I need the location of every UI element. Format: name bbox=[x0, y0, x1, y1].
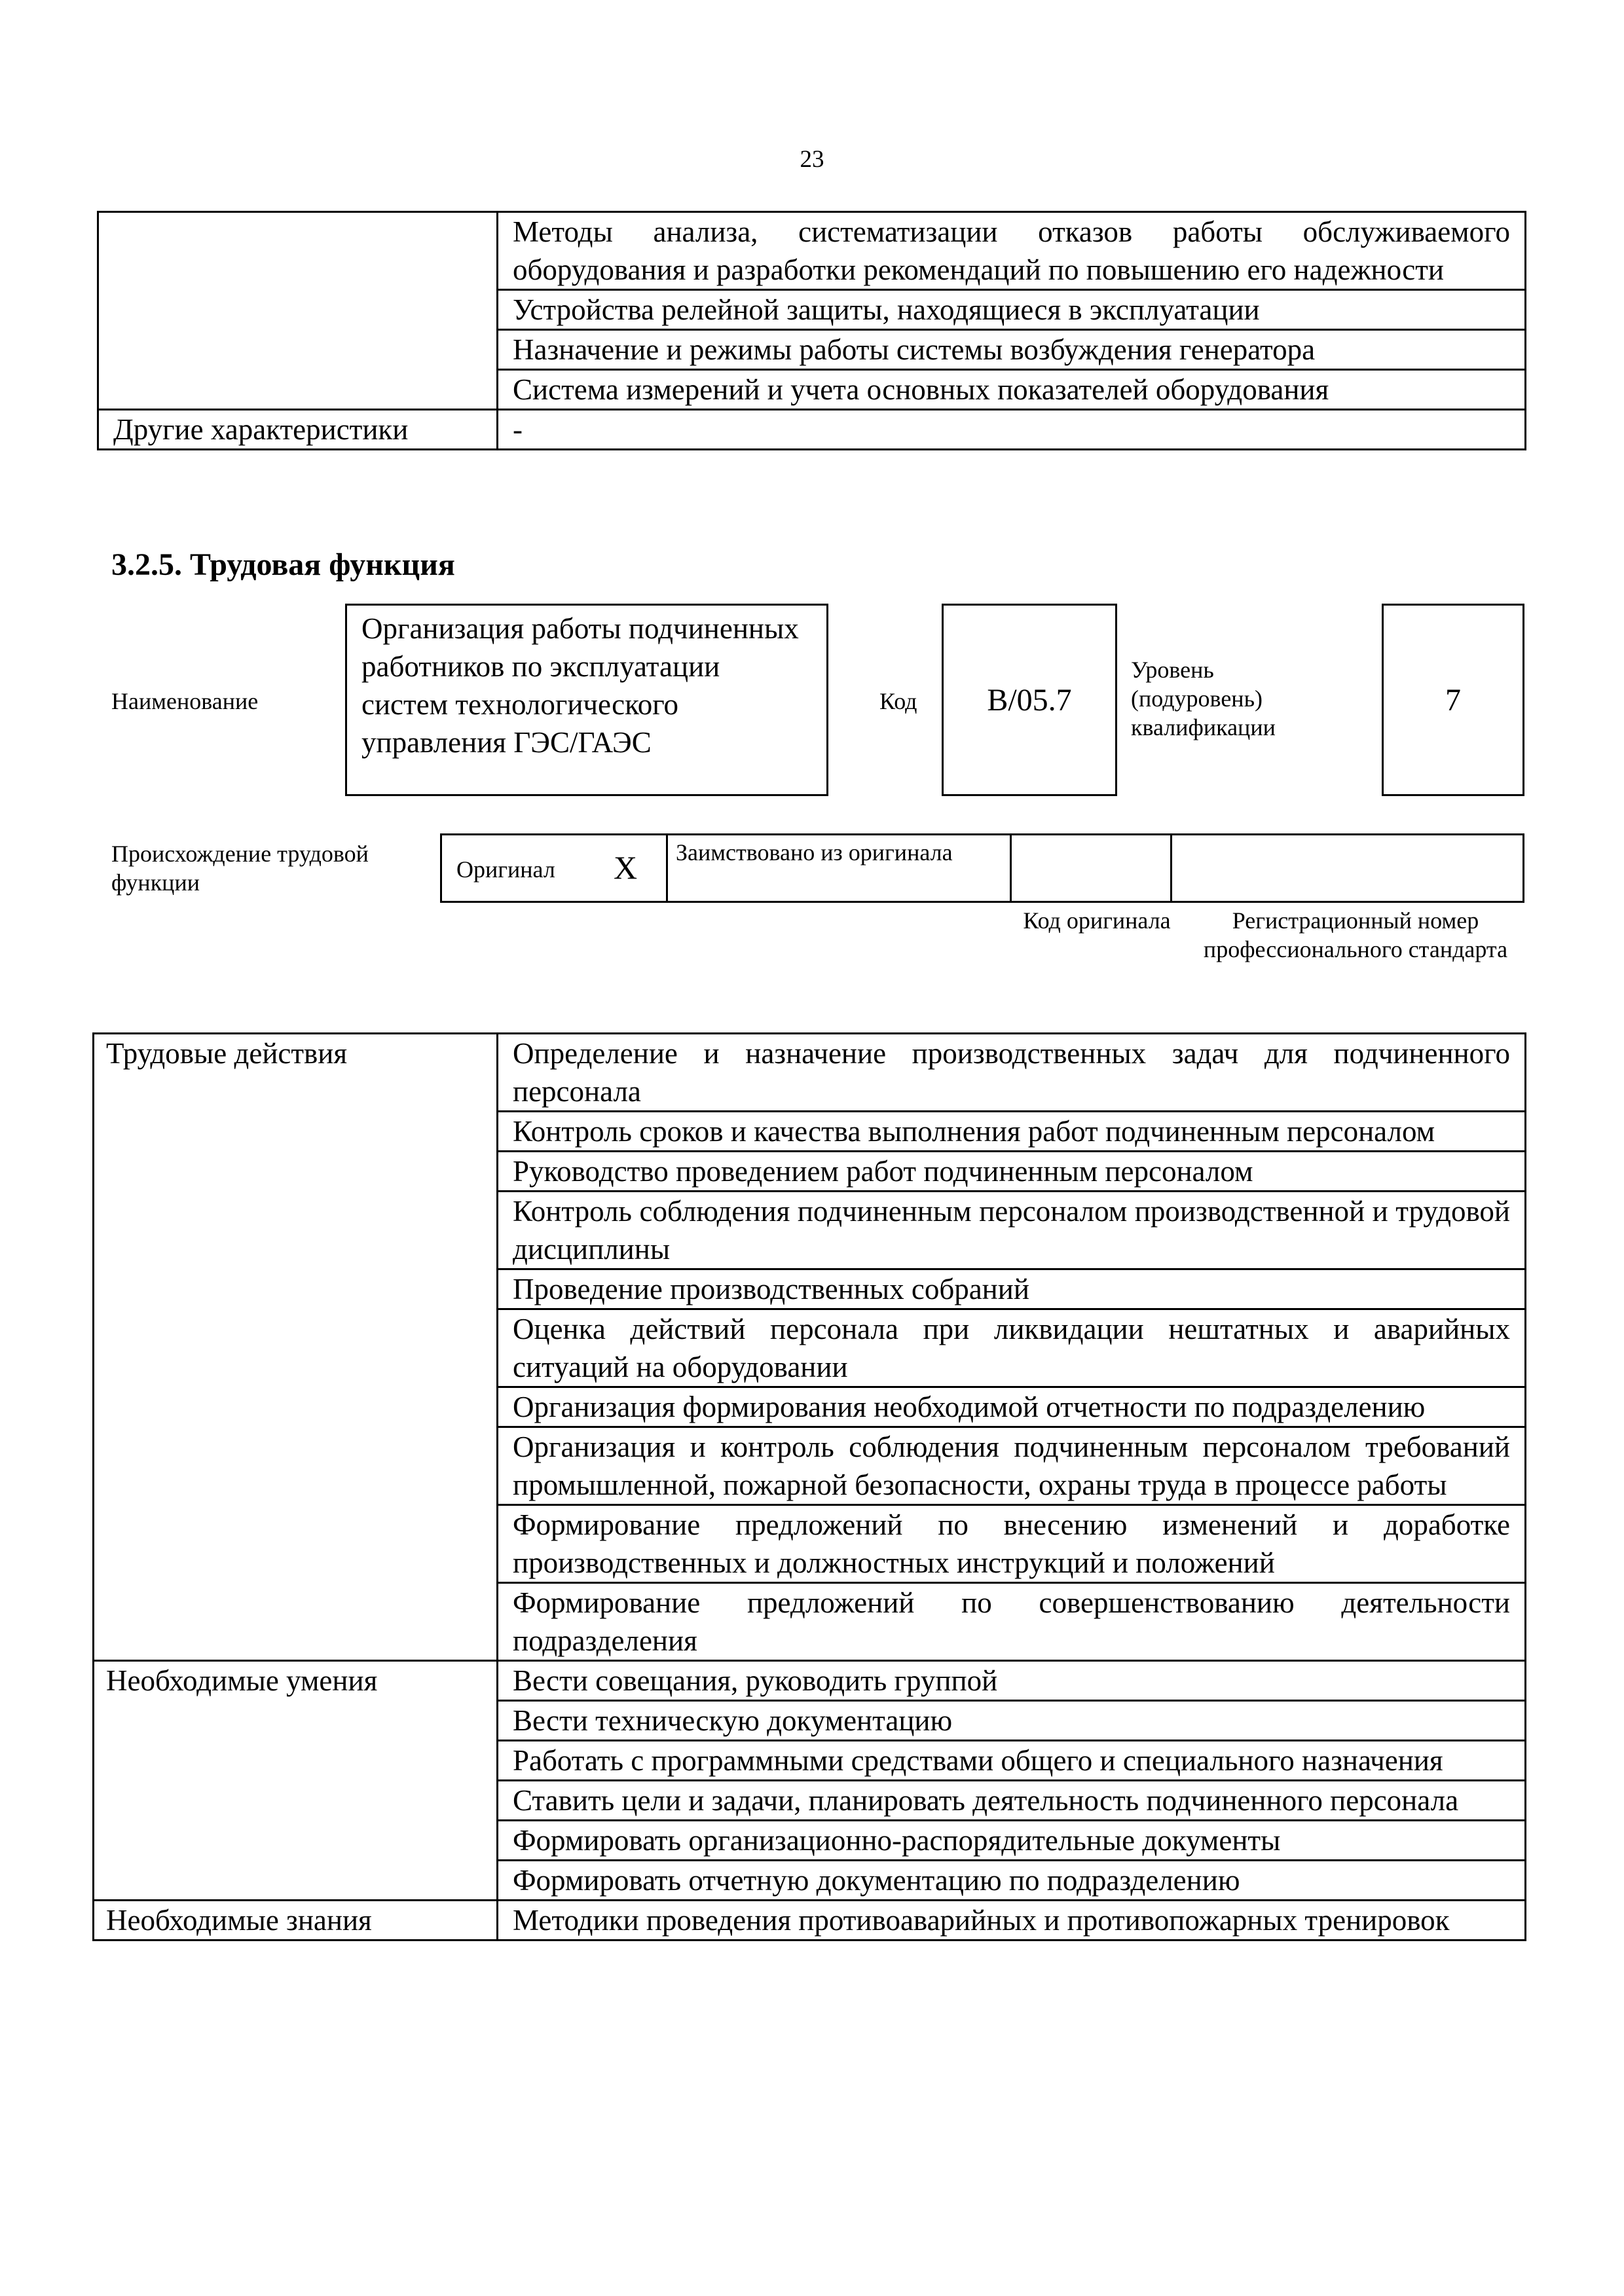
level-box bbox=[1382, 604, 1524, 796]
borrowed-cell bbox=[668, 835, 1012, 901]
required-skills-label: Необходимые умения bbox=[94, 1661, 498, 1901]
table-cell: Определение и назначение производственных задач для подчиненного персонала bbox=[498, 1034, 1526, 1112]
borrowed-label: Заимствовано из оригинала bbox=[676, 839, 953, 866]
origin-row bbox=[440, 833, 1524, 903]
table-cell: Вести совещания, руководить группой bbox=[498, 1661, 1526, 1701]
origin-label: Происхождение трудовой функции bbox=[111, 841, 369, 896]
original-code-cell bbox=[1012, 835, 1172, 901]
table-cell: Методы анализа, систематизации отказов работы обслуживаемого оборудования и разработки рекомендаций по повышению его надежности bbox=[498, 212, 1526, 290]
labor-actions-label: Трудовые действия bbox=[94, 1034, 498, 1661]
function-name-value: Организация работы подчиненных работников по эксплуатации систем технологического управления ГЭС/ГАЭС bbox=[361, 612, 799, 759]
table-cell: Организация и контроль соблюдения подчиненным персоналом требований промышленной, пожарной безопасности, охраны труда в процессе работы bbox=[498, 1427, 1526, 1505]
table-cell: Формирование предложений по внесению изменений и доработке производственных и должностных инструкций и положений bbox=[498, 1505, 1526, 1583]
empty-label-cell bbox=[98, 212, 498, 410]
table-cell: Система измерений и учета основных показателей оборудования bbox=[498, 370, 1526, 410]
table-cell: Формирование предложений по совершенствованию деятельности подразделения bbox=[498, 1583, 1526, 1661]
table-row bbox=[94, 1661, 1526, 1701]
level-label: Уровень (подуровень) квалификации bbox=[1131, 657, 1276, 740]
code-box bbox=[942, 604, 1117, 796]
main-table bbox=[92, 1032, 1526, 1941]
required-knowledge-label: Необходимые знания bbox=[94, 1901, 498, 1941]
table-cell: Руководство проведением работ подчиненным персоналом bbox=[498, 1152, 1526, 1192]
code-label: Код bbox=[879, 688, 917, 714]
table-cell: Работать с программными средствами общего и специального назначения bbox=[498, 1741, 1526, 1781]
table-row bbox=[94, 1034, 1526, 1112]
table-cell: Оценка действий персонала при ликвидации нештатных и аварийных ситуаций на оборудовании bbox=[498, 1309, 1526, 1387]
table-cell: Организация формирования необходимой отчетности по подразделению bbox=[498, 1387, 1526, 1427]
other-characteristics-value: - bbox=[498, 410, 1526, 450]
other-characteristics-label: Другие характеристики bbox=[98, 410, 498, 450]
table-cell: Устройства релейной защиты, находящиеся в эксплуатации bbox=[498, 290, 1526, 330]
continuation-table bbox=[97, 211, 1526, 450]
name-label: Наименование bbox=[111, 688, 259, 714]
table-cell: Ставить цели и задачи, планировать деятельность подчиненного персонала bbox=[498, 1781, 1526, 1821]
table-cell: Контроль сроков и качества выполнения работ подчиненным персоналом bbox=[498, 1112, 1526, 1152]
table-row bbox=[98, 212, 1526, 290]
table-cell: Проведение производственных собраний bbox=[498, 1269, 1526, 1309]
function-name-box bbox=[345, 604, 828, 796]
table-cell: Формировать отчетную документацию по подразделению bbox=[498, 1861, 1526, 1901]
table-cell: Контроль соблюдения подчиненным персоналом производственной и трудовой дисциплины bbox=[498, 1192, 1526, 1269]
table-cell: Вести техническую документацию bbox=[498, 1701, 1526, 1741]
section-heading: 3.2.5. Трудовая функция bbox=[111, 547, 455, 582]
original-code-caption: Код оригинала bbox=[1023, 907, 1171, 934]
original-cell bbox=[442, 835, 668, 901]
table-row bbox=[94, 1901, 1526, 1941]
original-label: Оригинал bbox=[456, 856, 555, 883]
code-value: B/05.7 bbox=[987, 682, 1072, 718]
registration-number-cell bbox=[1172, 835, 1522, 901]
table-cell: Формировать организационно-распорядительные документы bbox=[498, 1821, 1526, 1861]
table-row bbox=[98, 410, 1526, 450]
table-cell: Назначение и режимы работы системы возбуждения генератора bbox=[498, 330, 1526, 370]
level-value: 7 bbox=[1445, 682, 1461, 718]
page-number: 23 bbox=[800, 146, 824, 173]
table-cell: Методики проведения противоаварийных и противопожарных тренировок bbox=[498, 1901, 1526, 1941]
original-mark: X bbox=[614, 849, 638, 886]
registration-number-caption: Регистрационный номер профессионального стандарта bbox=[1203, 907, 1508, 962]
